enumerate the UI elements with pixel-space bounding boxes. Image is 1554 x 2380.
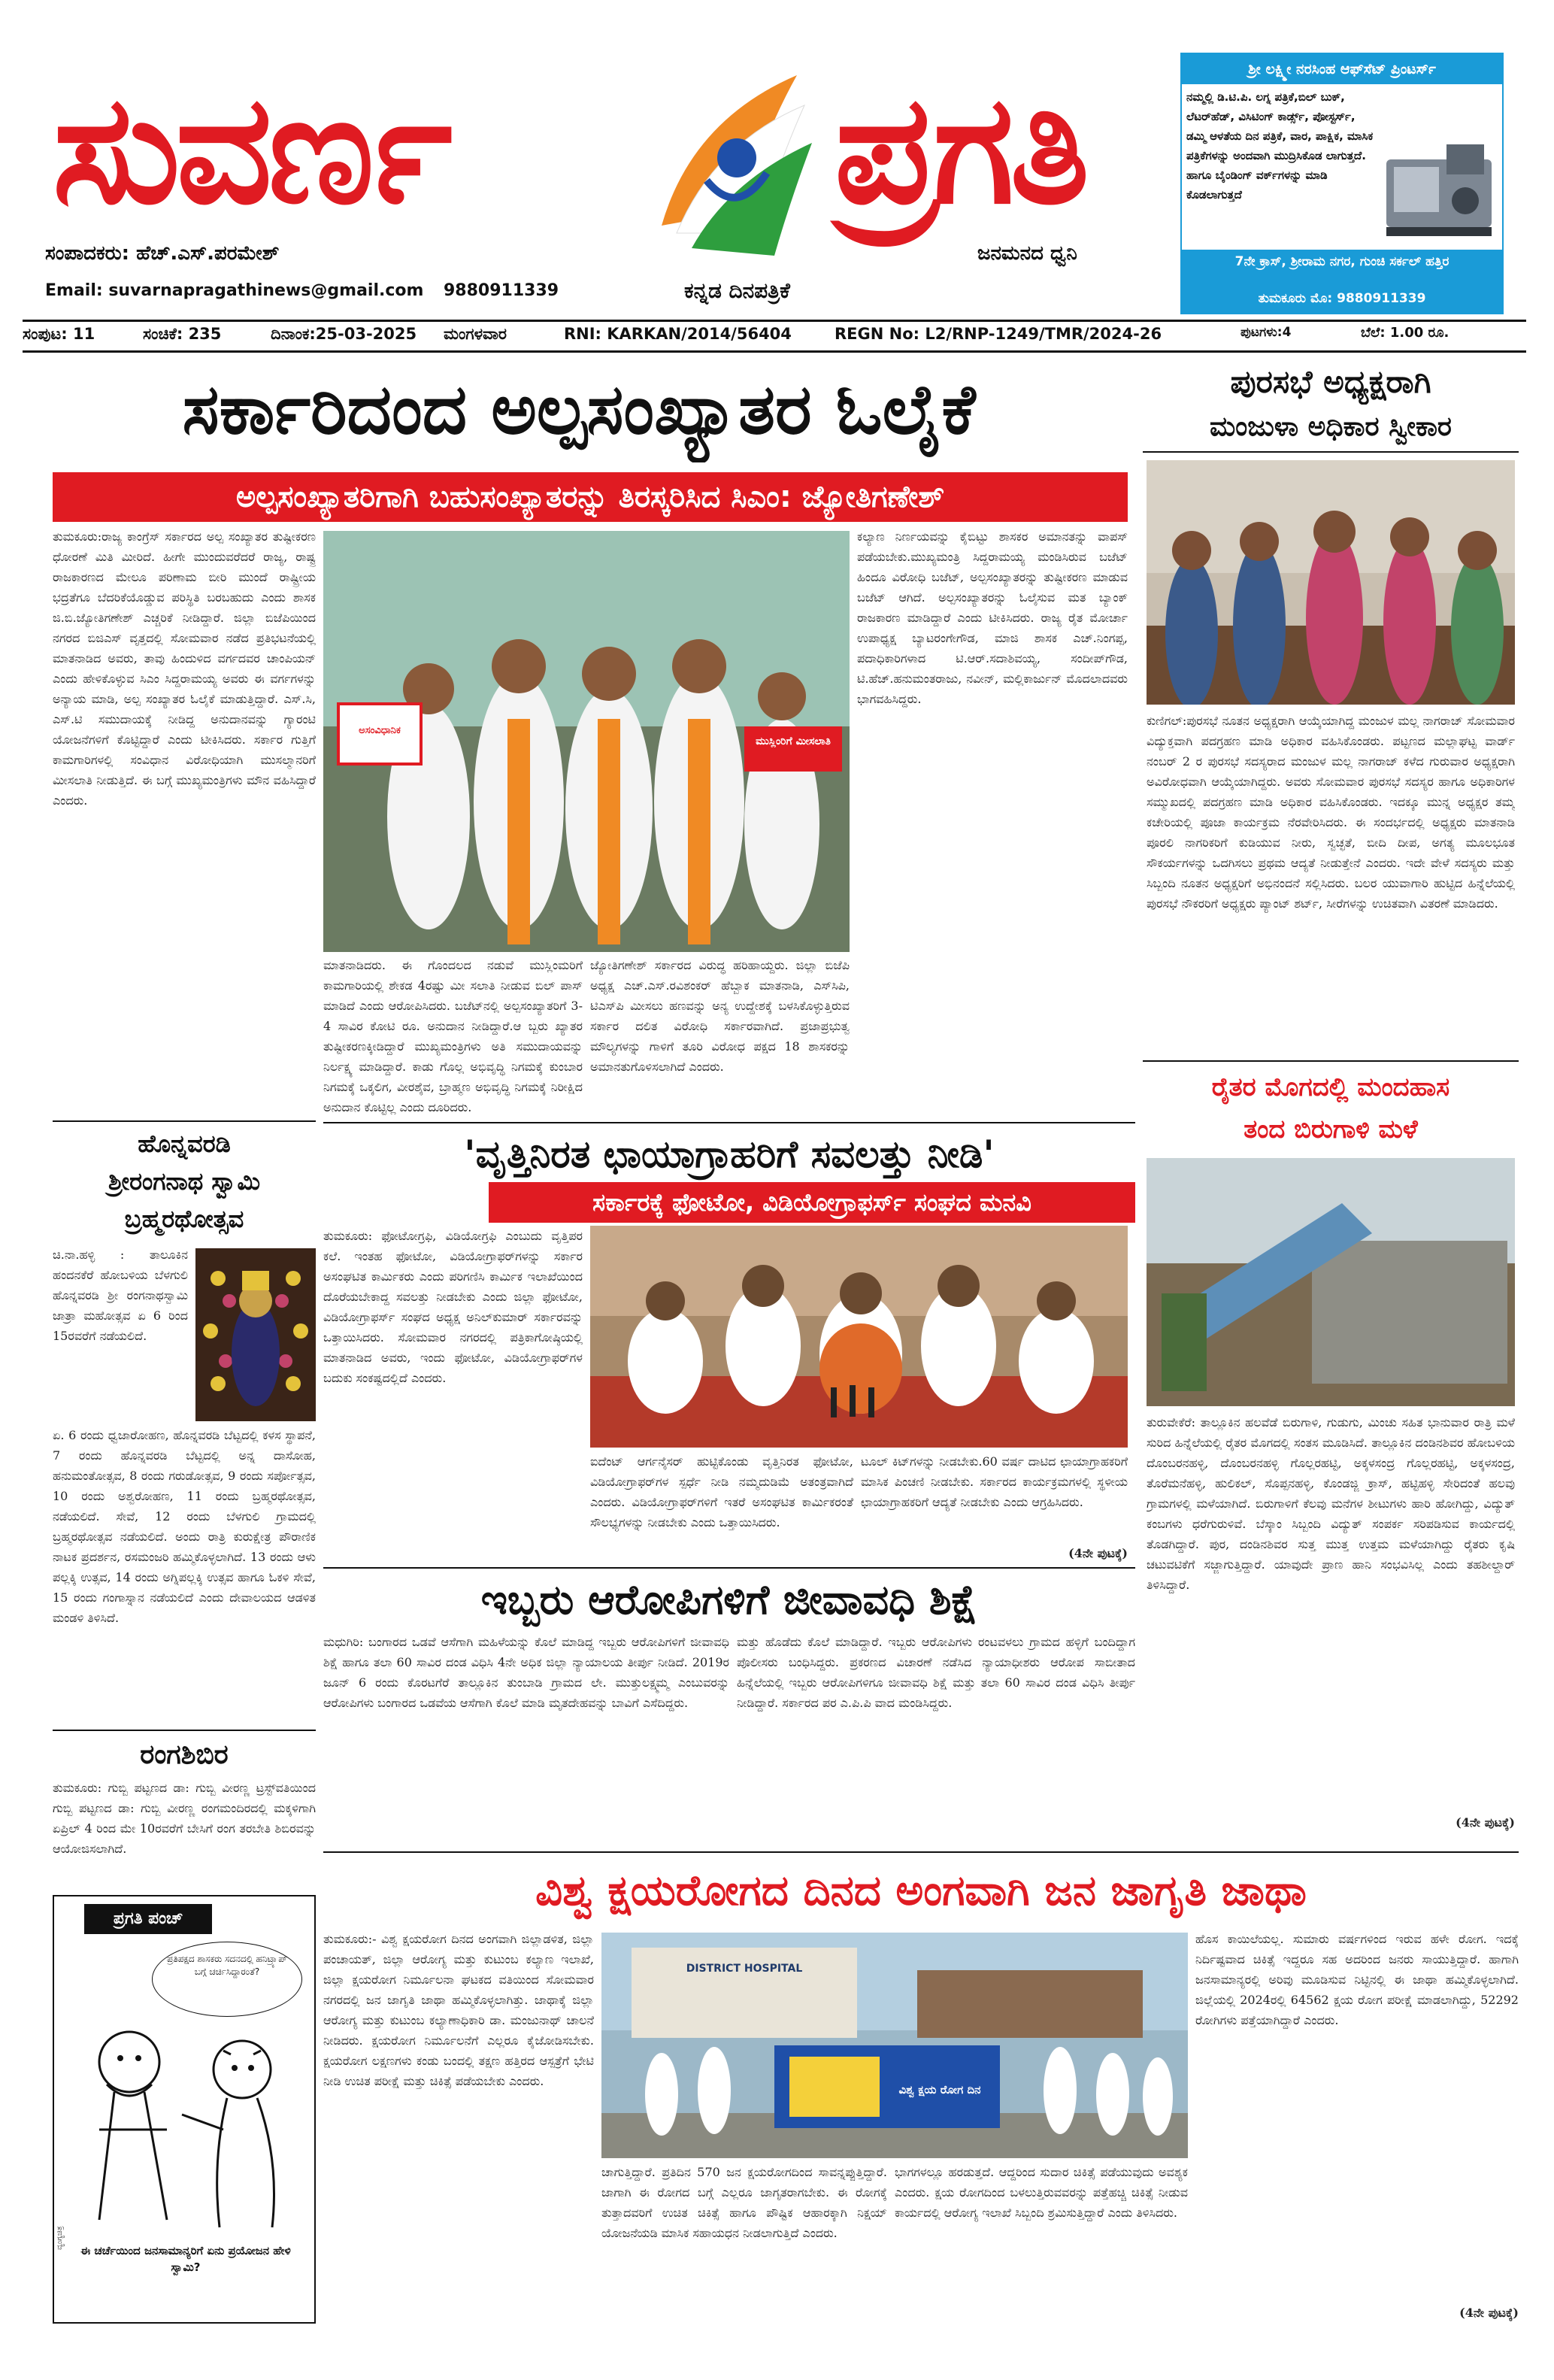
phone: 9880911339 — [444, 281, 559, 300]
left1-body: ಏ. 6 ರಂದು ಧ್ವಜಾರೋಹಣ, ಹೊನ್ನವರಡಿ ಬೆಟ್ಟದಲ್ಲಿ ಕಳಸ ಸ್ಥಾಪನೆ, 7 ರಂದು ಹೊನ್ನವರಡಿ ಬೆಟ್ಟದಲ್ಲಿ ಅನ್ನ ದಾಸೋಹ, ಹನುಮಂತೋತ್ಸವ, 8 ರಂದು ಗರುಡೋತ್ಸವ, 9 ರಂದು ಸರ್ಪೋತ್ಸವ, 10 ರಂದು ಅಶ್ವರೋಹಣ, 11 ರಂದು ಬ್ರಹ್ಮರಥೋತ್ಸವ, ನಡೆಯಲಿದೆ. ಸೇವೆ, 12 ರಂದು ಬೆಳಗುಲಿ ಗ್ರಾಮದಲ್ಲಿ ಬ್ರಹ್ಮರಥೋತ್ಸವ ನಡೆಯಲಿದೆ. ಅಂದು ರಾತ್ರಿ ಕುರುಕ್ಷೇತ್ರ ಪೌರಾಣಿಕ ನಾಟಕ ಪ್ರದರ್ಶನ, ರಸಮಂಜರಿ ಹಮ್ಮಿಕೊಳ್ಳಲಾಗಿದೆ. 13 ರಂದು ಆಳು ಪಲ್ಲಕ್ಕಿ ಉತ್ಸವ, 14 ರಂದು ಅಗ್ನಿಪಲ್ಲಕ್ಕಿ ಉತ್ಸವ ಹಾಗೂ ಓಕಳಿ ಸೇವೆ, 15 ರಂದು ಗಂಗಾಸ್ನಾನ ನಡೆಯಲಿದೆ ಎಂದು ದೇವಾಲಯದ ಆಡಳಿತ ಮಂಡಳಿ ತಿಳಿಸಿದೆ. — [53, 1428, 316, 1625]
volume: ಸಂಪುಟ: 11 — [23, 325, 95, 343]
photo-story-col-1: ತುಮಕೂರು: ಫೋಟೋಗ್ರಫಿ, ವಿಡಿಯೋಗ್ರಫಿ ಎಂಬುದು ವೃತ್ತಿಪರ ಕಲೆ. ಇಂತಹ ಫೋಟೋ, ವಿಡಿಯೋಗ್ರಾಫರ್‌ಗಳನ್ನು ಸರ್ಕಾರ ಅಸಂಘಟಿತ ಕಾರ್ಮಿಕರು ಎಂದು ಪರಿಗಣಿಸಿ ಕಾರ್ಮಿಕ ಇಲಾಖೆಯಿಂದ ದೊರೆಯಬೇಕಾದ್ದ ಸವಲತ್ತು ನೀಡಬೇಕು ಎಂದು ಜಿಲ್ಲಾ ಫೋಟೋ, ವಿಡಿಯೋಗ್ರಾಫರ್ಸ್ ಸಂಘದ ಅಧ್ಯಕ್ಷ ಅನಿಲ್‌ಕುಮಾರ್ ಸರ್ಕಾರವನ್ನು ಒತ್ತಾಯಿಸಿದರು. ಸೋಮವಾರ ನಗರದಲ್ಲಿ ಪತ್ರಿಕಾಗೋಷ್ಠಿಯಲ್ಲಿ ಮಾತನಾಡಿದ ಅವರು, ಇಂದು ಫೋಟೋ, ವಿಡಿಯೋಗ್ರಾಫರ್‌ಗಳ ಬದುಕು ಸಂಕಷ್ಟದಲ್ಲಿದೆ ಎಂದರು. — [323, 1229, 583, 1385]
ad-body: ನಮ್ಮಲ್ಲಿ ಡಿ.ಟಿ.ಪಿ. ಲಗ್ನ ಪತ್ರಿಕೆ,ಬಿಲ್ ಬುಕ್, ಲೆಟರ್‌ಹೆಡ್, ವಿಸಿಟಿಂಗ್ ಕಾರ್ಡ್ಸ್, ಪೋಸ್ಟರ್ಸ್, ಡಮ್ಮಿ ಆಳತೆಯ ದಿನ ಪತ್ರಿಕೆ, ವಾರ, ಪಾಕ್ಷಿಕ, ಮಾಸಿಕ ಪತ್ರಿಕೆಗಳನ್ನು ಅಂದವಾಗಿ ಮುದ್ರಿಸಿಕೊಡ ಲಾಗುತ್ತದೆ. ಹಾಗೂ ಬೈಂಡಿಂಗ್ ವರ್ಕ್‌ಗಳನ್ನು ಮಾಡಿ ಕೊಡಲಾಗುತ್ತದೆ — [1186, 90, 1374, 202]
masthead — [23, 45, 1173, 308]
tb-continued[interactable]: (4ನೇ ಪುಟಕ್ಕೆ) — [1376, 2303, 1519, 2324]
photo-story-continued[interactable]: (4ನೇ ಪುಟಕ್ಕೆ) — [1000, 1543, 1128, 1564]
ad-address: 7ನೇ ಕ್ರಾಸ್, ಶ್ರೀರಾಮ ನಗರ, ಗುಂಚಿ ಸರ್ಕಲ್ ಹತ್ತಿರ — [1234, 254, 1449, 269]
tb-top-rule — [323, 1851, 1519, 1853]
office-photo — [1147, 460, 1515, 705]
side2-top-rule — [1143, 1060, 1519, 1062]
left1-headline: ಹೊನ್ನವರಡಿ — [138, 1129, 231, 1158]
dateline — [23, 325, 1526, 347]
placard-text-1: ಮುಸ್ಲಿಂರಿಗೆ ಮೀಸಲಾತಿ — [756, 735, 831, 747]
paper-type: ಕನ್ನಡ ದಿನಪತ್ರಿಕೆ — [684, 278, 790, 303]
flag-emblem-icon — [647, 60, 827, 271]
jatha-banner-text: ವಿಶ್ವ ಕ್ಷಯ ರೋಗ ದಿನ — [898, 2083, 981, 2097]
page-count: ಪುಟಗಳು:4 — [1240, 325, 1292, 340]
dateline-top-rule — [23, 320, 1526, 322]
cartoon-title: ಪ್ರಗತಿ ಪಂಚ್ — [84, 1904, 212, 1934]
side2-continued[interactable]: (4ನೇ ಪುಟಕ್ಕೆ) — [1372, 1812, 1515, 1833]
logo-left: ಸುವರ್ಣ — [53, 62, 448, 238]
cartoon-bubble: ಪ್ರತಿಪಕ್ಷದ ಶಾಸಕರು ಸದನದಲ್ಲಿ ಹನಿಟ್ರ್ಯಾಪ್ ಬಗ್ಗೆ ಚರ್ಚಿಸಿದ್ದಾರಂತೆ? — [152, 1942, 302, 2017]
left1-headline-2: ಶ್ರೀರಂಗನಾಥ ಸ್ವಾಮಿ — [108, 1167, 261, 1196]
photo-story-col-2: ಐದೆಂಟ್ ಆರ್ಗನೈಸರ್ ಹುಟ್ಟಿಕೊಂಡು ವೃತ್ತಿನಿರತ ಫೋಟೋ, ವಿಡಿಯೋಗ್ರಾಫರ್‌ಗಳ ಸ್ಪರ್ಧೆ ನೀಡಿ ನಮ್ಮದುಡಿಮೆ ಅತಂತ್ರವಾಗಿದೆ ಎಂದರು. ವಿಡಿಯೋಗ್ರಾಫರ್‌ಗಳಿಗೆ ಇತರೆ ಅಸಂಘಟಿತ ಕಾರ್ಮಿಕರಂತೆ ಸೌಲಭ್ಯಗಳನ್ನು ನೀಡಬೇಕು ಎಂದು ಒತ್ತಾಯಿಸಿದರು. — [590, 1454, 853, 1530]
cartoon-box — [53, 1895, 316, 2324]
tb-col-1: ತುಮಕೂರು:- ವಿಶ್ವ ಕ್ಷಯರೋಗ ದಿನದ ಅಂಗವಾಗಿ ಜಿಲ್ಲಾಡಳಿತ, ಜಿಲ್ಲಾ ಪಂಚಾಯತ್, ಜಿಲ್ಲಾ ಆರೋಗ್ಯ ಮತ್ತು ಕುಟುಂಬ ಕಲ್ಯಾಣ ಇಲಾಖೆ, ಜಿಲ್ಲಾ ಕ್ಷಯರೋಗ ನಿರ್ಮೂಲನಾ ಘಟಕದ ವತಿಯಿಂದ ಸೋಮವಾರ ನಗರದಲ್ಲಿ ಜನ ಜಾಗೃತಿ ಜಾಥಾ ಹಮ್ಮಿಕೊಳ್ಳಲಾಗಿತ್ತು. ಜಾಥಾಕ್ಕೆ ಜಿಲ್ಲಾ ಆರೋಗ್ಯ ಮತ್ತು ಕುಟುಂಬ ಕಲ್ಯಾಣಾಧಿಕಾರಿ ಡಾ. ಮಂಜುನಾಥ್ ಚಾಲನೆ ನೀಡಿದರು. ಕ್ಷಯರೋಗ ನಿರ್ಮೂಲನೆಗೆ ಎಲ್ಲರೂ ಕೈಜೋಡಿಸಬೇಕು. ಕ್ಷಯರೋಗ ಲಕ್ಷಣಗಳು ಕಂಡು ಬಂದಲ್ಲಿ ತಕ್ಷಣ ಹತ್ತಿರದ ಆಸ್ಪತ್ರೆಗೆ ಭೇಟಿ ನೀಡಿ ಉಚಿತ ಪರೀಕ್ಷೆ ಮತ್ತು ಚಿಕಿತ್ಸೆ ಪಡೆಯಬೇಕು ಎಂದರು. — [323, 1932, 594, 2088]
side1-headline-2: ಮಂಜುಳಾ ಅಧಿಕಾರ ಸ್ವೀಕಾರ — [1210, 411, 1452, 442]
ad-title: ಶ್ರೀ ಲಕ್ಷ್ಮೀ ನರಸಿಂಹ ಆಫ್‌ಸೆಟ್ ಪ್ರಿಂಟರ್ಸ್ — [1182, 54, 1502, 84]
printer-ad — [1180, 53, 1504, 314]
hospital-sign: DISTRICT HOSPITAL — [686, 1963, 803, 1975]
side2-headline-2: ತಂದ ಬಿರುಗಾಳಿ ಮಳೆ — [1244, 1114, 1418, 1145]
cartoon-drawing — [62, 2009, 310, 2235]
left2-headline: ರಂಗಶಿಬಿರ — [140, 1739, 229, 1770]
storm-photo — [1147, 1158, 1515, 1406]
date: ದಿನಾಂಕ:25-03-2025 — [271, 325, 417, 343]
placard-text-2: ಅಸಂವಿಧಾನಿಕ — [359, 725, 401, 736]
price: ಬೆಲೆ: 1.00 ರೂ. — [1361, 325, 1449, 341]
tb-headline: ವಿಶ್ವ ಕ್ಷಯರೋಗದ ದಿನದ ಅಂಗವಾಗಿ ಜನ ಜಾಗೃತಿ ಜಾಥಾ — [535, 1866, 1307, 1915]
protest-photo — [323, 531, 850, 952]
press-meet-photo — [590, 1226, 1128, 1448]
tb-col-4: ಹೊಸ ಕಾಯಿಲೆಯಲ್ಲ. ಸುಮಾರು ವರ್ಷಗಳಿಂದ ಇರುವ ಹಳೇ ರೋಗ. ಇದಕ್ಕೆ ನಿರ್ದಿಷ್ಟವಾದ ಚಿಕಿತ್ಸೆ ಇದ್ದರೂ ಸಹ ಅದರಿಂದ ಜನರು ಸಾಯುತ್ತಿದ್ದಾರೆ. ಹಾಗಾಗಿ ಜನಸಾಮಾನ್ಯರಲ್ಲಿ ಅರಿವು ಮೂಡಿಸುವ ನಿಟ್ಟಿನಲ್ಲಿ ಈ ಜಾಥಾ ಹಮ್ಮಿಕೊಳ್ಳಲಾಗಿದೆ. ಜಿಲ್ಲೆಯಲ್ಲಿ 2024ರಲ್ಲಿ 64562 ಕ್ಷಯ ರೋಗ ಪರೀಕ್ಷೆ ಮಾಡಲಾಗಿದ್ದು, 52292 ರೋಗಿಗಳು ಪತ್ತೆಯಾಗಿದ್ದಾರೆ ಎಂದರು. — [1195, 1932, 1519, 2027]
left2-body: ತುಮಕೂರು: ಗುಬ್ಬಿ ಪಟ್ಟಣದ ಡಾ: ಗುಬ್ಬಿ ವೀರಣ್ಣ ಟ್ರಸ್ಟ್‌ವತಿಯಿಂದ ಗುಬ್ಬಿ ಪಟ್ಟಣದ ಡಾ: ಗುಬ್ಬಿ ವೀರಣ್ಣ ರಂಗಮಂದಿರದಲ್ಲಿ ಮಕ್ಕಳಿಗಾಗಿ ಏಪ್ರಿಲ್ 4 ರಿಂದ ಮೇ 10ರವರೆಗೆ ಬೇಸಿಗೆ ರಂಗ ತರಬೇತಿ ಶಿಬಿರವನ್ನು ಆಯೋಜಿಸಲಾಗಿದೆ. — [53, 1781, 316, 1856]
left1-top-rule — [53, 1120, 316, 1122]
lead-headline: ಸರ್ಕಾರಿದಂದ ಅಲ್ಪಸಂಖ್ಯಾತರ ಓಲೈಕೆ — [182, 369, 976, 450]
crime-col-2: ಮತ್ತು ಹೊಡೆದು ಕೊಲೆ ಮಾಡಿದ್ದಾರೆ. ಇಬ್ಬರು ಆರೋಪಿಗಳು ರಂಟವಳಲು ಗ್ರಾಮದ ಹಳ್ಳಿಗೆ ಬಂದಿದ್ದಾಗ ಪೊಲೀಸರು ಬಂಧಿಸಿದ್ದರು. ಪ್ರಕರಣದ ವಿಚಾರಣೆ ನಡೆಸಿದ ನ್ಯಾಯಾಧೀಶರು ಆರೋಪ ಸಾಬೀತಾದ ಹಿನ್ನೆಲೆಯಲ್ಲಿ ಇಬ್ಬರು ಆರೋಪಿಗಳಿಗೂ ಜೀವಾವಧಿ ಶಿಕ್ಷೆ ಮತ್ತು ತಲಾ 60 ಸಾವಿರ ದಂಡ ವಿಧಿಸಿ ತೀರ್ಪು ನೀಡಿದ್ದಾರೆ. ಸರ್ಕಾರದ ಪರ ಎ.ಪಿ.ಪಿ ವಾದ ಮಂಡಿಸಿದ್ದರು. — [737, 1635, 1135, 1710]
jatha-photo — [601, 1933, 1188, 2158]
deity-photo — [195, 1248, 316, 1421]
ad-contact: ತುಮಕೂರು ಮೊ: 9880911339 — [1258, 291, 1426, 306]
editor-line: ಸಂಪಾದಕರು: ಹೆಚ್.ಎಸ್.ಪರಮೇಶ್ — [45, 242, 280, 265]
press-machine-icon — [1379, 129, 1499, 242]
ad-address-box — [1182, 250, 1502, 313]
regn-number: REGN No: L2/RNP-1249/TMR/2024-26 — [835, 325, 1162, 343]
crime-headline: ಇಬ್ಬರು ಆರೋಪಿಗಳಿಗೆ ಜೀವಾವಧಿ ಶಿಕ್ಷೆ — [480, 1576, 978, 1624]
dateline-bottom-rule — [23, 350, 1526, 353]
logo-right: ಪ್ರಗತಿ — [835, 62, 1086, 238]
side1-body: ಕುಣಿಗಲ್:ಪುರಸಭೆ ನೂತನ ಅಧ್ಯಕ್ಷರಾಗಿ ಆಯ್ಕೆಯಾಗಿದ್ದ ಮಂಜುಳ ಮಲ್ಲ ನಾಗರಾಜ್ ಸೋಮವಾರ ವಿದ್ಯುಕ್ತವಾಗಿ ಪದಗ್ರಹಣ ಮಾಡಿ ಅಧಿಕಾರ ವಹಿಸಿಕೊಂಡರು. ಪಟ್ಟಣದ ಮಲ್ಲಾಘಟ್ಟ ವಾರ್ಡ್ ನಂಬರ್ 2 ರ ಪುರಸಭೆ ಸದಸ್ಯರಾದ ಮಂಜುಳ ಮಲ್ಲ ನಾಗರಾಜ್ ಕಳೆದ ಗುರುವಾರ ಅಧ್ಯಕ್ಷರಾಗಿ ಅವಿರೋಧವಾಗಿ ಆಯ್ಕೆಯಾಗಿದ್ದರು. ಅವರು ಸೋಮವಾರ ಪುರಸಭೆ ಸದಸ್ಯರ ಹಾಗೂ ಅಧಿಕಾರಿಗಳ ಸಮ್ಮುಖದಲ್ಲಿ ಪದಗ್ರಹಣ ಮಾಡಿ ಅಧಿಕಾರ ವಹಿಸಿಕೊಂಡರು. ಇದಕ್ಕೂ ಮುನ್ನ ಅಧ್ಯಕ್ಷರ ತಮ್ಮ ಕಚೇರಿಯಲ್ಲಿ ಪೂಜಾ ಕಾರ್ಯಕ್ರಮ ನೆರವೇರಿಸಿದರು. ಈ ಸಂದರ್ಭದಲ್ಲಿ ಅಧ್ಯಕ್ಷರು ಮಾತನಾಡಿ ಪೂರಲಿ ನಾಗರಿಕರಿಗೆ ಕುಡಿಯುವ ನೀರು, ಸ್ವಚ್ಛತೆ, ಬೀದಿ ದೀಪ, ಅಗತ್ಯ ಮೂಲಭೂತ ಸೌಕರ್ಯಗಳನ್ನು ಒದಗಿಸಲು ಪ್ರಥಮ ಆದ್ಯತೆ ನೀಡುತ್ತೇನೆ ಎಂದರು. ಇದೇ ವೇಳೆ ಸದಸ್ಯರು ಮತ್ತು ಸಿಬ್ಬಂದಿ ನೂತನ ಅಧ್ಯಕ್ಷರಿಗೆ ಅಭಿನಂದನೆ ಸಲ್ಲಿಸಿದರು. ಬಲರ ಯುವಾಗಾರಿ ಹುಟ್ಟಿದ ಹಿನ್ನೆಲೆಯಲ್ಲಿ ಪುರಸಭೆ ನೌಕರರಿಗೆ ಅಧ್ಯಕ್ಷರು ಪ್ಯಾಂಟ್ ಶರ್ಟ್, ಸೀರೆಗಳನ್ನು ಉಚಿತವಾಗಿ ವಿತರಣೆ ಮಾಡಿದರು. — [1147, 714, 1515, 911]
left1-intro: ಚಿ.ನಾ.ಹಳ್ಳಿ : ತಾಲೂಕಿನ ಹಂದನಕೆರೆ ಹೋಬಳಿಯ ಬೆಳಗುಲಿ ಹೊನ್ನವರಡಿ ಶ್ರೀ ರಂಗನಾಥಸ್ವಾಮಿ ಜಾತ್ರಾ ಮಹೋತ್ಸವ ಏ 6 ರಿಂದ 15ರವರೆಗೆ ನಡೆಯಲಿದೆ. — [53, 1248, 188, 1343]
photo-story-subhead: ಸರ್ಕಾರಕ್ಕೆ ಫೋಟೋ, ವಿಡಿಯೋಗ್ರಾಫರ್ಸ್ ಸಂಘದ ಮನವಿ — [489, 1182, 1135, 1223]
weekday: ಮಂಗಳವಾರ — [444, 325, 507, 343]
side2-body: ತುರುವೇಕೆರೆ: ತಾಲ್ಲೂಕಿನ ಹಲವೆಡೆ ಬಿರುಗಾಳಿ, ಗುಡುಗು, ಮಿಂಚು ಸಹಿತ ಭಾನುವಾರ ರಾತ್ರಿ ಮಳೆ ಸುರಿದ ಹಿನ್ನೆಲೆಯಲ್ಲಿ ರೈತರ ಮೊಗದಲ್ಲಿ ಸಂತಸ ಮೂಡಿಸಿದೆ. ತಾಲ್ಲೂಕಿನ ದಂಡಿನಶಿವರ ಹೋಬಳಿಯ ದೊಂಬರನಹಳ್ಳಿ, ದೊಂಬರನಹಳ್ಳಿ ಗೊಲ್ಲರಹಟ್ಟಿ, ಅಕ್ಕಳಸಂದ್ರ ಗೊಲ್ಲರಹಟ್ಟಿ, ಅಕ್ಕಳಸಂದ್ರ, ತೊರೆಮನೆಹಳ್ಳಿ, ಹುಲಿಕಲ್, ಸೊಪ್ಪನಹಳ್ಳಿ, ಕೊಂಡಜ್ಜಿ ಕ್ರಾಸ್, ಹಟ್ಟಿಹಳ್ಳಿ ಸೇರಿದಂತೆ ಹಲವು ಗ್ರಾಮಗಳಲ್ಲಿ ಮಳೆಯಾಗಿದೆ. ಬಿರುಗಾಳಿಗೆ ಕೆಲವು ಮನೆಗಳ ಶೀಟುಗಳು ಹಾರಿ ಹೋಗಿದ್ದು, ವಿದ್ಯುತ್ ಕಂಬಗಳು ಧರೆಗುರುಳಿವೆ. ಬೆಸ್ಕಾಂ ಸಿಬ್ಬಂದಿ ವಿದ್ಯುತ್ ಸಂಪರ್ಕ ಸರಿಪಡಿಸುವ ಕಾರ್ಯದಲ್ಲಿ ತೊಡಗಿದ್ದಾರೆ. ಪುರ, ದಂಡಿನಶಿವರ ಸುತ್ತ ಮುತ್ತ ಉತ್ತಮ ಮಳೆಯಾಗಿದ್ದು ರೈತರು ಕೃಷಿ ಚಟುವಟಿಕೆಗೆ ಸಜ್ಜಾಗುತ್ತಿದ್ದಾರೆ. ಯಾವುದೇ ಪ್ರಾಣ ಹಾನಿ ಸಂಭವಿಸಿಲ್ಲ ಎಂದು ತಹಶೀಲ್ದಾರ್ ತಿಳಿಸಿದ್ದಾರೆ. — [1147, 1415, 1515, 1592]
tagline: ಜನಮನದ ಧ್ವನಿ — [977, 242, 1077, 265]
tb-col-2: ಚಾಗುತ್ತಿದ್ದಾರೆ. ಪ್ರತಿದಿನ 570 ಜನ ಕ್ಷಯರೋಗದಿಂದ ಸಾವನ್ನಪ್ಪುತ್ತಿದ್ದಾರೆ. ಜಾಗಾಗಿ ಈ ರೋಗದ ಬಗ್ಗೆ ಎಲ್ಲರೂ ಜಾಗೃತರಾಗಬೇಕು. ಈ ರೋಗಕ್ಕೆ ತುತ್ತಾದವರಿಗೆ ಉಚಿತ ಚಿಕಿತ್ಸೆ ಹಾಗೂ ಪೌಷ್ಟಿಕ ಆಹಾರಕ್ಕಾಗಿ ನಿಕ್ಷಯ್ ಯೋಜನೆಯಡಿ ಮಾಸಿಕ ಸಹಾಯಧನ ನೀಡಲಾಗುತ್ತಿದೆ ಎಂದರು. — [601, 2165, 887, 2240]
left1-headline-3: ಬ್ರಹ್ಮರಥೋತ್ಸವ — [124, 1205, 244, 1233]
photo-story-col-3: ಟೂಲ್ ಕಿಟ್‌ಗಳನ್ನು ನೀಡಬೇಕು.60 ವರ್ಷ ದಾಟಿದ ಛಾಯಾಗ್ರಾಹಕರಿಗೆ ಮಾಸಿಕ ಪಿಂಚಣಿ ನೀಡಬೇಕು. ಸರ್ಕಾರದ ಕಾರ್ಯಕ್ರಮಗಳಲ್ಲಿ ಸ್ಥಳೀಯ ಛಾಯಾಗ್ರಾಹಕರಿಗೆ ಆದ್ಯತೆ ನೀಡಬೇಕು ಎಂದು ಆಗ್ರಹಿಸಿದರು. — [861, 1454, 1128, 1509]
lead-col-1: ತುಮಕೂರು:ರಾಜ್ಯ ಕಾಂಗ್ರೆಸ್ ಸರ್ಕಾರದ ಅಲ್ಪ ಸಂಖ್ಯಾತರ ತುಷ್ಟೀಕರಣ ಧೋರಣೆ ಮಿತಿ ಮೀರಿದೆ. ಹೀಗೇ ಮುಂದುವರೆದರೆ ರಾಜ್ಯ, ರಾಷ್ಟ್ರ ರಾಜಕಾರಣದ ಮೇಲೂ ಪರಿಣಾಮ ಬೀರಿ ಮುಂದೆ ರಾಷ್ಟ್ರೀಯ ಭದ್ರತೆಗೂ ಬೆದರಿಕೆಯೊಡ್ಡುವ ಪರಿಸ್ಥಿತಿ ಬರಬಹುದು ಎಂದು ಶಾಸಕ ಜಿ.ಬಿ.ಜ್ಯೋತಿಗಣೇಶ್ ಎಚ್ಚರಿಕೆ ನೀಡಿದ್ದಾರೆ. ಜಿಲ್ಲಾ ಬಿಜೆಪಿಯಿಂದ ನಗರದ ಬಿಜಿಎಸ್ ವೃತ್ತದಲ್ಲಿ ಸೋಮವಾರ ನಡೆದ ಪ್ರತಿಭಟನೆಯಲ್ಲಿ ಮಾತನಾಡಿದ ಅವರು, ತಾವು ಹಿಂದುಳಿದ ವರ್ಗದವರ ಚಾಂಪಿಯನ್ ಎಂದು ಹೇಳಿಕೊಳ್ಳುವ ಸಿಎಂ ಸಿದ್ದರಾಮಯ್ಯ ಅವರು ಈ ವರ್ಗಗಳನ್ನು ಅನ್ಯಾಯ ಮಾಡಿ, ಅಲ್ಪ ಸಂಖ್ಯಾತರ ಓಲೈಕೆ ಮಾಡುತ್ತಿದ್ದಾರೆ. ಎಸ್.ಸಿ, ಎಸ್.ಟಿ ಸಮುದಾಯಕ್ಕೆ ನೀಡಿದ್ದ ಅನುದಾನವನ್ನು ಗ್ಯಾರಂಟಿ ಯೋಜನೆಗಳಿಗೆ ಕೊಟ್ಟಿದ್ದಾರೆ ಎಂದು ಟೀಕಿಸಿದರು. ಸರ್ಕಾರ ಗುತ್ತಿಗೆ ಕಾಮಗಾರಿಗಳಲ್ಲಿ ಸಂವಿಧಾನ ವಿರೋಧಿಯಾಗಿ ಮುಸಲ್ಮಾನರಿಗೆ ಮೀಸಲಾತಿ ನೀಡುತ್ತಿದೆ. ಈ ಬಗ್ಗೆ ಮುಖ್ಯಮಂತ್ರಿಗಳು ಮೌನ ವಹಿಸಿದ್ದಾರೆ ಎಂದರು. — [53, 529, 316, 808]
cartoon-caption: ಈ ಚರ್ಚೆಯಿಂದ ಜನಸಾಮಾನ್ಯರಿಗೆ ಏನು ಪ್ರಯೋಜನ ಹೇಳಿ ಸ್ವಾಮಿ? — [80, 2244, 291, 2274]
cartoon-credit: ವ್ಯಂಗ್ಯಚಿತ್ರ — [56, 2226, 64, 2250]
rni-number: RNI: KARKAN/2014/56404 — [564, 325, 792, 343]
side1-rule — [1143, 451, 1519, 453]
photo-story-top-rule — [323, 1122, 1135, 1123]
lead-col-2: ಮಾತನಾಡಿದರು. ಈ ಗೊಂದಲದ ನಡುವೆ ಮುಸ್ಲಿಂಮರಿಗೆ ಕಾಮಗಾರಿಯಲ್ಲಿ ಶೇಕಡ 4ರಷ್ಟು ಮೀ ಸಲಾತಿ ನೀಡುವ ಬಿಲ್ ಪಾಸ್ ಮಾಡಿದೆ ಎಂದು ಆರೋಪಿಸಿದರು. ಬಜೆಟ್‌ನಲ್ಲಿ ಅಲ್ಪಸಂಖ್ಯಾತರಿಗೆ 3-4 ಸಾವಿರ ಕೋಟಿ ರೂ. ಅನುದಾನ ನೀಡಿದ್ದಾರೆ.ಆ ಬ್ಬರು ಖ್ಯಾತರ ತುಷ್ಟೀಕರಣಕ್ಕೀಡಿದ್ದಾರೆ ಮುಖ್ಯಮಂತ್ರಿಗಳು ಅತಿ ಸಮುದಾಯವನ್ನು ನಿರ್ಲಕ್ಷ್ಯ ಮಾಡಿದ್ದಾರೆ. ಕಾಡು ಗೊಲ್ಲ ಅಭಿವೃದ್ಧಿ ನಿಗಮಕ್ಕೆ ಕುಂಬಾರ ನಿಗಮಕ್ಕೆ ಒಕ್ಕಲಿಗ, ವೀರಶೈವ, ಬ್ರಾಹ್ಮಣ ಅಭಿವೃದ್ಧಿ ನಿಗಮಕ್ಕೆ ನಿರೀಕ್ಷಿದ ಅನುದಾನ ಕೊಟ್ಟಿಲ್ಲ ಎಂದು ದೂರಿದರು. — [323, 958, 583, 1114]
side2-headline: ರೈತರ ಮೊಗದಲ್ಲಿ ಮಂದಹಾಸ — [1211, 1072, 1450, 1102]
crime-col-1: ಮಧುಗಿರಿ: ಬಂಗಾರದ ಒಡವೆ ಆಸೆಗಾಗಿ ಮಹಿಳೆಯನ್ನು ಕೊಲೆ ಮಾಡಿದ್ದ ಇಬ್ಬರು ಆರೋಪಿಗಳಿಗೆ ಜೀವಾವಧಿ ಶಿಕ್ಷೆ ಹಾಗೂ ತಲಾ 60 ಸಾವಿರ ದಂಡ ವಿಧಿಸಿ 4ನೇ ಅಧಿಕ ಜಿಲ್ಲಾ ನ್ಯಾಯಾಲಯ ತೀರ್ಪು ನೀಡಿದೆ. 2019ರ ಜೂನ್ 6 ರಂದು ಕೊರಟಗೆರೆ ತಾಲ್ಲೂಕಿನ ತುಂಬಾಡಿ ಗ್ರಾಮದ ಲೇ. ಮುತ್ತುಲಕ್ಷ್ಮಮ್ಮ ಎಂಬುವರನ್ನು ಆರೋಪಿಗಳು ಬಂಗಾರದ ಒಡವೆಯ ಆಸೆಗಾಗಿ ಕೊಲೆ ಮಾಡಿ ಮೃತದೇಹವನ್ನು ಬಾವಿಗೆ ಎಸೆದಿದ್ದರು. — [323, 1635, 729, 1710]
tb-col-3: ಭಾಗಗಳಲ್ಲೂ ಹರಡುತ್ತದೆ. ಆದ್ದರಿಂದ ಸುದಾರ ಚಿಕಿತ್ಸೆ ಪಡೆಯುವುದು ಅವಶ್ಯಕ ಎಂದರು. ಕ್ಷಯ ರೋಗದಿಂದ ಬಳಲುತ್ತಿರುವವರನ್ನು ಪತ್ತೆಹಚ್ಚಿ ಚಿಕಿತ್ಸೆ ನೀಡುವ ಕಾರ್ಯದಲ್ಲಿ ಆರೋಗ್ಯ ಇಲಾಖೆ ಸಿಬ್ಬಂದಿ ಶ್ರಮಿಸುತ್ತಿದ್ದಾರೆ ಎಂದು ತಿಳಿಸಿದರು. — [895, 2165, 1188, 2220]
email[interactable]: Email: suvarnapragathinews@gmail.com — [45, 281, 424, 300]
photo-story-headline: 'ವೃತ್ತಿನಿರತ ಛಾಯಾಗ್ರಾಹರಿಗೆ ಸವಲತ್ತು ನೀಡಿ' — [464, 1132, 995, 1176]
lead-col-3: ಜ್ಯೋತಿಗಣೇಶ್ ಸರ್ಕಾರದ ವಿರುದ್ಧ ಹರಿಹಾಯ್ದರು. ಜಿಲ್ಲಾ ಬಿಜೆಪಿ ಅಧ್ಯಕ್ಷ ಎಚ್.ಎಸ್.ರವಿಶಂಕರ್ ಹೆಬ್ಬಾಕ ಮಾತನಾಡಿ, ಎಸ್‌ಸಿಪಿ, ಟಿಎಸ್‌ಪಿ ಮೀಸಲು ಹಣವನ್ನು ಅನ್ಯ ಉದ್ದೇಶಕ್ಕೆ ಬಳಸಿಕೊಳ್ಳುತ್ತಿರುವ ಸರ್ಕಾರ ದಲಿತ ವಿರೋಧಿ ಸರ್ಕಾರವಾಗಿದೆ. ಪ್ರಜಾಪ್ರಭುತ್ವ ಮೌಲ್ಯಗಳನ್ನು ಗಾಳಿಗೆ ತೂರಿ ವಿರೋಧ ಪಕ್ಷದ 18 ಶಾಸಕರನ್ನು ಅಮಾನತುಗೊಳಿಸಲಾಗಿದೆ ಎಂದರು. — [590, 958, 850, 1074]
issue: ಸಂಚಿಕೆ: 235 — [143, 325, 222, 343]
crime-top-rule — [323, 1567, 1135, 1569]
left2-top-rule — [53, 1730, 316, 1731]
side1-headline: ಪುರಸಭೆ ಅಧ್ಯಕ್ಷರಾಗಿ — [1230, 363, 1431, 400]
lead-col-4: ಕಲ್ಯಾಣ ನಿರ್ಣಯವನ್ನು ಕೈಬಿಟ್ಟು ಶಾಸಕರ ಅಮಾನತನ್ನು ವಾಪಸ್ ಪಡೆಯಬೇಕು.ಮುಖ್ಯಮಂತ್ರಿ ಸಿದ್ದರಾಮಯ್ಯ ಮಂಡಿಸಿರುವ ಬಜೆಟ್ ಹಿಂದೂ ವಿರೋಧಿ ಬಜೆಟ್, ಅಲ್ಪಸಂಖ್ಯಾತರನ್ನು ತುಷ್ಟೀಕರಣ ಮಾಡುವ ಬಜೆಟ್ ಆಗಿದೆ. ಅಲ್ಪಸಂಖ್ಯಾತರನ್ನು ಓಲೈಸುವ ಮತ ಬ್ಯಾಂಕ್ ರಾಜಕಾರಣ ಮಾಡಿದ್ದಾರೆ ಎಂದು ಟೀಕಿಸಿದರು. ರಾಜ್ಯ ರೈತ ಮೋರ್ಚಾ ಉಪಾಧ್ಯಕ್ಷ ಬ್ಯಾಟರಂಗೇಗೌಡ, ಮಾಜಿ ಶಾಸಕ ಎಚ್.ನಿಂಗಪ್ಪ, ಪದಾಧಿಕಾರಿಗಳಾದ ಟಿ.ಆರ್.ಸದಾಶಿವಯ್ಯ, ಸಂದೀಪ್‌ಗೌಡ, ಟಿ.ಹೆಚ್.ಹನುಮಂತರಾಜು, ನವೀನ್, ಮಲ್ಲಿಕಾರ್ಜುನ್ ಮೊದಲಾದವರು ಭಾಗವಹಿಸಿದ್ದರು. — [857, 529, 1128, 706]
lead-subhead: ಅಲ್ಪಸಂಖ್ಯಾತರಿಗಾಗಿ ಬಹುಸಂಖ್ಯಾತರನ್ನು ತಿರಸ್ಕರಿಸಿದ ಸಿಎಂ: ಜ್ಯೋತಿಗಣೇಶ್ — [53, 472, 1128, 522]
